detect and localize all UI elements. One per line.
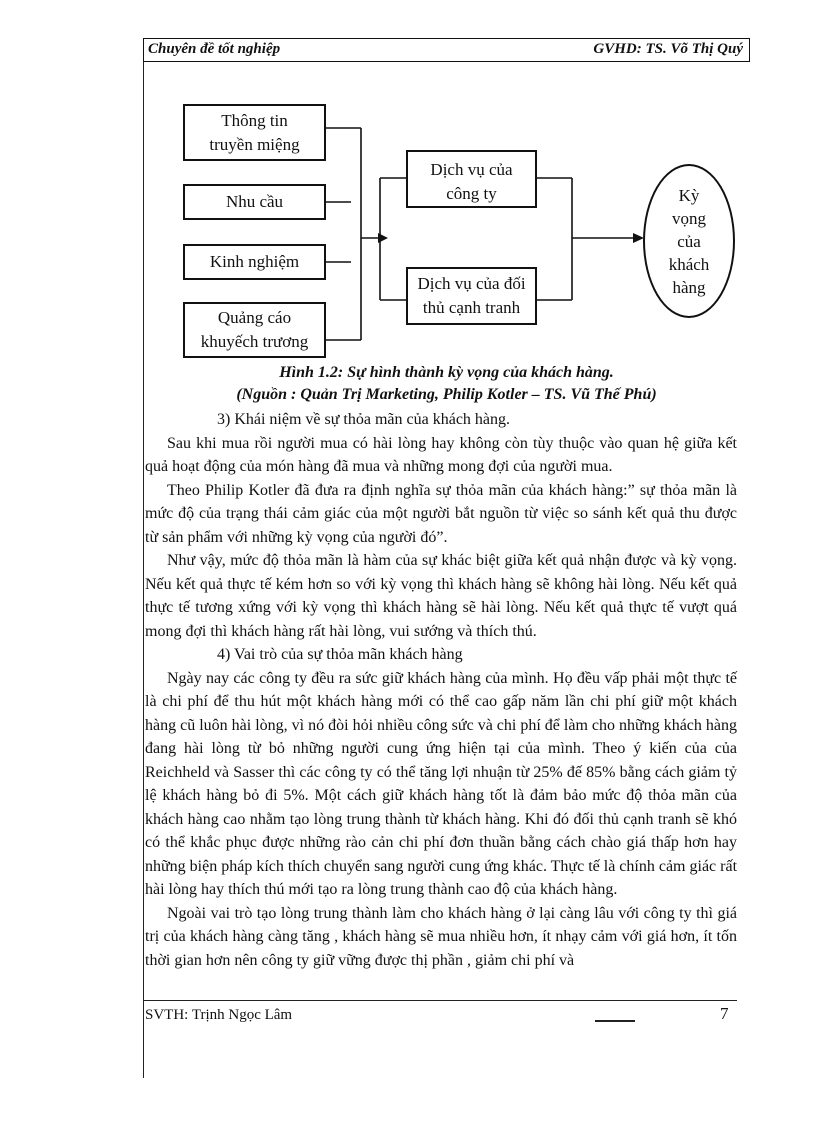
body-text: [145, 408, 737, 972]
ellipse-line: hàng: [672, 277, 706, 297]
box-line: Thông tin: [221, 110, 288, 130]
box-line: Nhu cầu: [225, 192, 284, 211]
service-box-competitor: [406, 267, 537, 325]
ellipse-line: khách: [668, 254, 710, 274]
box-line: công ty: [446, 184, 497, 203]
section-heading-4: 4) Vai trò của sự thỏa mãn khách hàng: [217, 646, 463, 663]
box-line: truyền miệng: [209, 134, 300, 154]
paragraph: Như vậy, mức độ thỏa mãn là hàm của sự khác biệt giữa kết quả nhận được và kỳ vọng. Nếu kết quả thực tế kém hơn so với kỳ vọng thì khách hàng sẽ không hài lòng. Nếu kết quả thực tế tương xứng với kỳ vọng thì khách hàng sẽ hài lòng. Nếu kết quả thực tế vượt quá mong đợi thì khách hàng rất hài lòng, vui sướng và thích thú.: [145, 552, 737, 640]
section-heading-3: 3) Khái niệm về sự thỏa mãn của khách hàng.: [217, 411, 511, 428]
paragraph: Sau khi mua rồi người mua có hài lòng hay không còn tùy thuộc vào quan hệ giữa kết quả hoạt động của món hàng đã mua và những mong đợi của người mua.: [145, 434, 737, 475]
paragraph: Ngoài vai trò tạo lòng trung thành làm cho khách hàng ở lại càng lâu với công ty thì giá trị của khách hàng càng tăng , khách hàng sẽ mua nhiều hơn, ít nhạy cảm với giá hơn, ít tốn thời gian hơn nên công ty giữ vững được thị phần , giảm chi phí và: [145, 904, 737, 969]
footer-divider: [143, 1000, 737, 1001]
box-line: khuyếch trương: [200, 332, 309, 351]
ellipse-line: Kỳ: [678, 185, 700, 205]
ellipse-line: vọng: [672, 208, 706, 228]
footer-mark: [595, 1020, 635, 1022]
box-line: Kinh nghiệm: [209, 252, 300, 271]
header-advisor: GVHD: TS. Võ Thị Quý: [593, 41, 743, 57]
customer-expectation-ellipse: [643, 164, 735, 318]
paragraph: Theo Philip Kotler đã đưa ra định nghĩa sự thỏa mãn của khách hàng:” sự thỏa mãn là mức độ của trạng thái cảm giác của một người bắt nguồn từ việc so sánh kết quả thu được từ sản phẩm với những kỳ vọng của người đó”.: [145, 481, 737, 546]
box-line: thủ cạnh tranh: [422, 298, 521, 317]
box-line: Dịch vụ của đối: [417, 274, 526, 293]
ellipse-line: của: [677, 231, 701, 251]
service-box-company: [406, 150, 537, 208]
header-title: Chuyên đề tốt nghiệp: [148, 41, 281, 57]
expectation-diagram: [0, 0, 816, 380]
page-number: 7: [720, 1004, 729, 1023]
input-box-advertising: [183, 302, 326, 358]
input-box-experience: [183, 244, 326, 280]
figure-source: (Nguồn : Quản Trị Marketing, Philip Kotler – TS. Vũ Thế Phú): [236, 386, 657, 403]
box-line: Quảng cáo: [217, 308, 292, 327]
box-line: Dịch vụ của: [430, 160, 513, 179]
input-box-word-of-mouth: [183, 104, 326, 161]
paragraph: Ngày nay các công ty đều ra sức giữ khách hàng của mình. Họ đều vấp phải một thực tế là chi phí để thu hút một khách hàng mới có thể cao gấp năm lần chi phí giữ một khách hàng cũ luôn hài lòng, vì nó đòi hỏi nhiều công sức và chi phí để làm cho những khách hàng đang hài lòng từ bỏ những người cung ứng hiện tại của mình. Theo ý kiến của của Reichheld và Sasser thì các công ty có thể tăng lợi nhuận từ 25% đế 85% bằng cách giảm tỷ lệ khách hàng bỏ đi 5%. Một cách giữ khách hàng tốt là đảm bảo mức độ thỏa mãn của khách hàng cao nhằm tạo lòng trung thành từ khách hàng. Khi đó đối thủ cạnh tranh sẽ khó có thể khắc phục được những rào cản chi phí đơn thuần bằng cách chào giá thấp hơn hay những biện pháp kích thích chuyển sang người cung ứng khác. Thực tế là chính cảm giác rất hài lòng hay thích thú mới tạo ra lòng trung thành cao độ của khách hàng.: [145, 669, 738, 898]
arrowhead-to-services: [378, 233, 388, 243]
footer-author: SVTH: Trịnh Ngọc Lâm: [145, 1007, 293, 1023]
input-box-needs: [183, 184, 326, 220]
figure-caption: Hình 1.2: Sự hình thành kỳ vọng của khách hàng.: [279, 364, 614, 381]
